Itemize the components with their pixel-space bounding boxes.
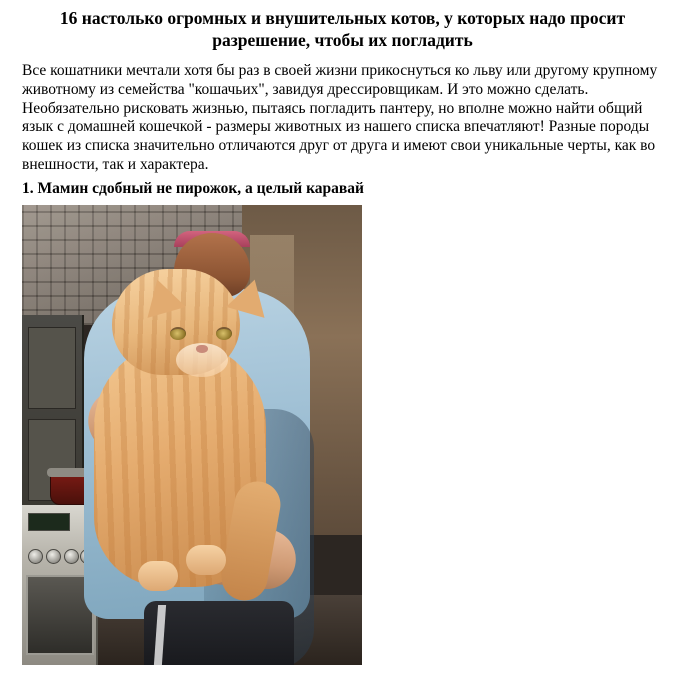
stove-display [28,513,70,531]
pants-stripe [154,605,166,665]
cabinet-panel [28,327,76,409]
article-paragraph: Все кошатники мечтали хотя бы раз в своей жизни прикоснуться ко льву или другому крупному животному из семейства "кошачьих", завидуя дрессировщикам. И это можно сделать. [22,61,658,98]
article-body [0,52,685,175]
page-title: 16 настолько огромных и внушительных котов, у которых надо просит разрешение, чтобы их погладить [59,8,626,50]
item-heading-1: 1. Мамин сдобный не пирожок, а целый каравай [22,180,364,198]
cat-eye-right [216,327,232,340]
cat-paw [138,561,178,591]
large-ginger-cat [76,245,276,585]
stove-knob [46,549,61,564]
cat-photo [22,205,362,665]
cat-ear-right [226,274,274,318]
person-pants [144,601,294,665]
stove-knob [28,549,43,564]
article-paragraph: Необязательно рисковать жизнью, пытаясь погладить пантеру, но вполне можно найти общий язык с домашней кошечкой - размеры животных из нашего списка впечатляют! Разные породы кошек из списка значительно отличаются друг от друга и имеют свои уникальные черты, как во внешности, так и характера. [22,99,656,174]
cat-head [112,269,240,375]
cat-eye-left [170,327,186,340]
cat-nose [196,345,208,353]
cat-ear-left [138,274,186,318]
cat-paw [186,545,226,575]
item-photo-wrapper [0,205,685,665]
